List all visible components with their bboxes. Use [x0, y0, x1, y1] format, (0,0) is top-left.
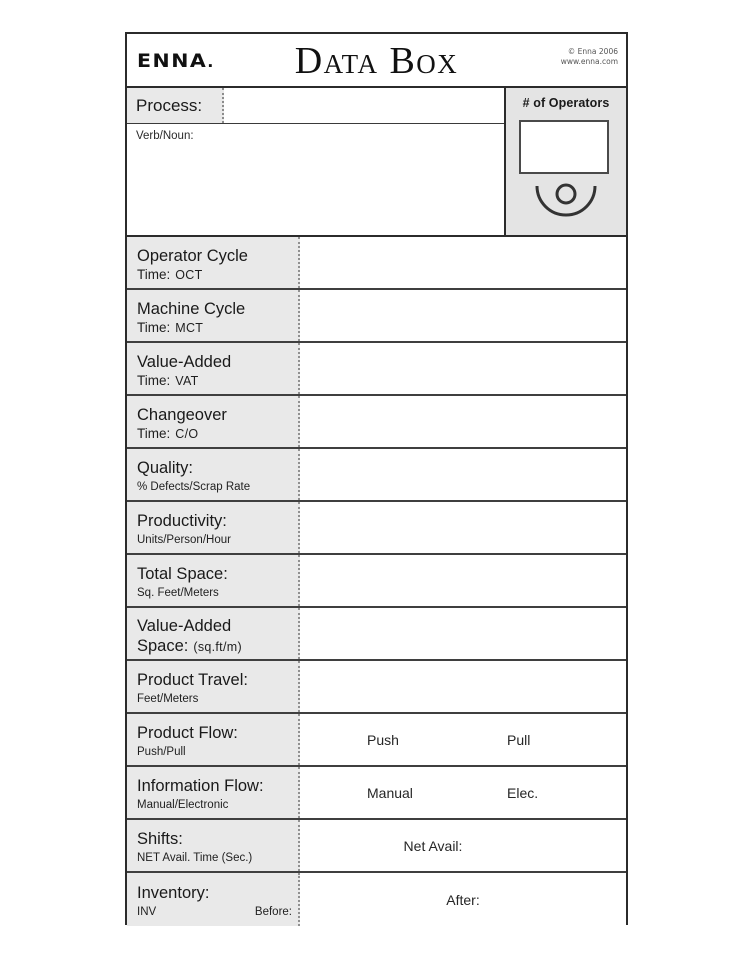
row-label-main: Product Flow: [137, 724, 238, 742]
row-label-sub: Sq. Feet/Meters [137, 587, 219, 599]
row-label-main: Changeover [137, 406, 227, 424]
row-value-value-added-space[interactable] [300, 608, 626, 659]
row-label-main: Value-Added [137, 353, 232, 371]
row-label-sub: Push/Pull [137, 746, 186, 758]
row-value-machine-cycle-time[interactable] [300, 290, 626, 341]
row-value-productivity[interactable] [300, 502, 626, 553]
row-label-abbr: C/O [175, 427, 199, 441]
row-label-abbr: VAT [175, 374, 199, 388]
net-avail-label: Net Avail: [403, 837, 463, 854]
row-label-sub: Time: [137, 267, 171, 282]
row-label-main: Value-Added [137, 617, 232, 635]
process-left-column [127, 88, 506, 235]
row-label-product-flow [127, 714, 300, 765]
enna-logo-text: ENNA [137, 50, 208, 72]
inventory-before-label: Before: [254, 906, 292, 918]
operators-cell [506, 88, 626, 235]
row-label-sub: % Defects/Scrap Rate [137, 481, 251, 493]
copyright-year: © Enna 2006 [567, 47, 618, 56]
row-label-subline [137, 425, 292, 443]
table-row [127, 873, 626, 926]
row-label-main: Machine Cycle [137, 300, 246, 318]
row-label-main: Shifts: [137, 830, 183, 848]
row-value-operator-cycle-time[interactable] [300, 237, 626, 288]
row-label-main: Inventory: [137, 884, 210, 902]
table-row [127, 767, 626, 820]
row-label-main: Productivity: [137, 512, 227, 530]
operators-title: # of Operators [522, 96, 610, 110]
enna-logo [137, 50, 213, 72]
row-label-abbr: (sq.ft/m) [193, 640, 242, 654]
row-label-quality [127, 449, 300, 500]
row-value-inventory[interactable] [300, 873, 626, 926]
process-label: Process: [127, 88, 224, 123]
form-header [127, 34, 626, 88]
row-value-total-space[interactable] [300, 555, 626, 606]
row-label-sub: Units/Person/Hour [137, 534, 231, 546]
row-label-subline [137, 636, 292, 656]
row-label-sub: NET Avail. Time (Sec.) [137, 852, 253, 864]
row-label-main: Information Flow: [137, 777, 264, 795]
table-row [127, 237, 626, 290]
operator-count-input[interactable] [519, 120, 609, 174]
row-label-abbr: MCT [175, 321, 204, 335]
table-row [127, 820, 626, 873]
data-box-form [125, 32, 628, 925]
row-label-sub: Time: [137, 373, 171, 388]
row-label-subline [137, 372, 292, 390]
row-value-product-travel[interactable] [300, 661, 626, 712]
row-label-abbr: OCT [175, 268, 203, 282]
row-label-main: Quality: [137, 459, 193, 477]
table-row [127, 396, 626, 449]
table-row [127, 661, 626, 714]
row-label-total-space [127, 555, 300, 606]
row-value-changeover-time[interactable] [300, 396, 626, 447]
row-label-subline [137, 319, 292, 337]
option-pull[interactable]: Pull [507, 731, 531, 748]
table-row [127, 608, 626, 661]
row-label-value-added-time [127, 343, 300, 394]
process-operators-block [127, 88, 626, 237]
row-label-sub: Time: [137, 426, 171, 441]
verb-noun-label: Verb/Noun: [136, 130, 194, 142]
option-electronic[interactable]: Elec. [507, 784, 539, 801]
page-title: Data Box [294, 40, 459, 82]
row-label-sub: Feet/Meters [137, 693, 199, 705]
operator-symbol-icon [533, 180, 599, 220]
row-value-information-flow [300, 767, 626, 818]
row-label-product-travel [127, 661, 300, 712]
row-label-sub: Space: [137, 637, 189, 655]
row-label-information-flow [127, 767, 300, 818]
row-value-quality[interactable] [300, 449, 626, 500]
verb-noun-row[interactable] [127, 124, 504, 235]
row-value-product-flow [300, 714, 626, 765]
table-row [127, 502, 626, 555]
table-row [127, 449, 626, 502]
row-label-main: Total Space: [137, 565, 228, 583]
row-label-sub: INV [137, 906, 157, 918]
row-label-subline [137, 266, 292, 284]
process-row[interactable] [127, 88, 504, 124]
website-url: www.enna.com [560, 57, 618, 66]
table-row [127, 290, 626, 343]
row-label-sub: Time: [137, 320, 171, 335]
table-row [127, 343, 626, 396]
inventory-after-label: After: [446, 891, 480, 908]
row-value-value-added-time[interactable] [300, 343, 626, 394]
row-label-operator-cycle-time [127, 237, 300, 288]
copyright-notice [561, 47, 618, 67]
row-label-changeover-time [127, 396, 300, 447]
row-label-subline [137, 903, 292, 921]
enna-logo-mark: . [207, 53, 214, 71]
row-label-inventory [127, 873, 300, 926]
row-value-shifts[interactable] [300, 820, 626, 871]
row-label-productivity [127, 502, 300, 553]
row-label-sub: Manual/Electronic [137, 799, 229, 811]
table-row [127, 555, 626, 608]
table-row [127, 714, 626, 767]
row-label-shifts [127, 820, 300, 871]
row-label-main: Product Travel: [137, 671, 248, 689]
data-rows [127, 237, 626, 926]
row-label-value-added-space [127, 608, 300, 659]
row-label-main: Operator Cycle [137, 247, 248, 265]
option-push[interactable]: Push [367, 731, 399, 748]
row-label-machine-cycle-time [127, 290, 300, 341]
option-manual[interactable]: Manual [367, 784, 413, 801]
